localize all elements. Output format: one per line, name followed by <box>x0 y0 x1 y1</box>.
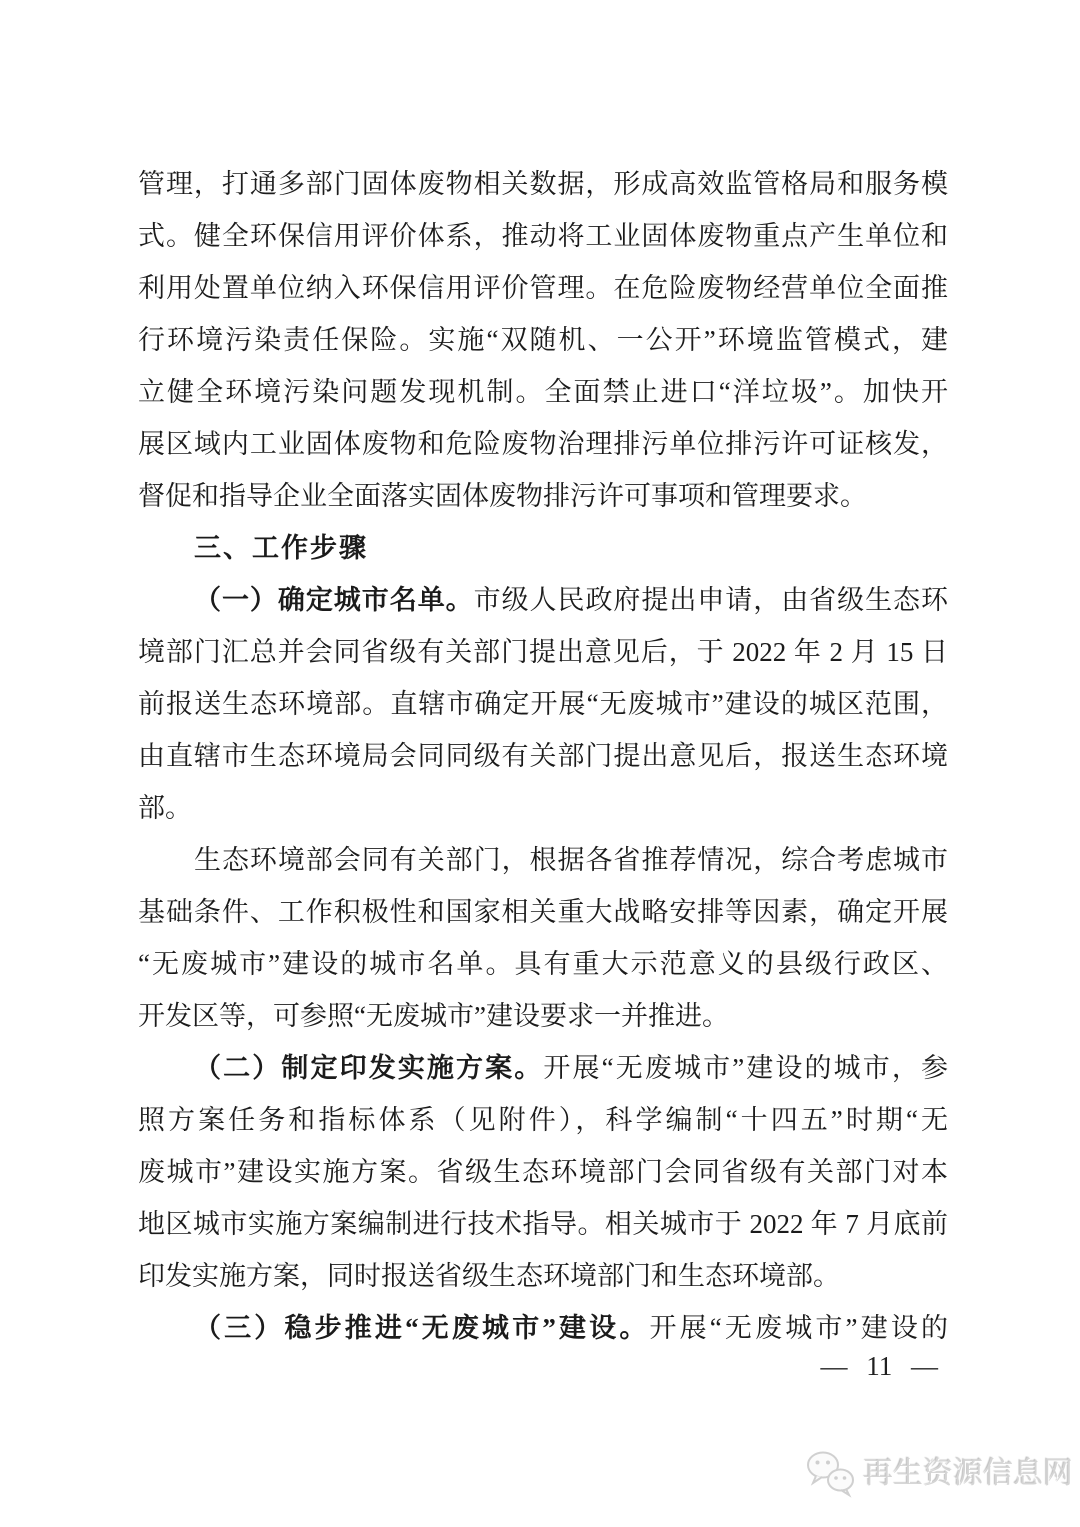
page-number: — 11 — <box>820 1351 938 1381</box>
text-line <box>138 574 948 626</box>
text-segment-bold: （三）稳步推进“无废城市”建设。 <box>194 1313 650 1343</box>
text-line <box>138 938 948 990</box>
text-segment: “无废城市”建设的城市名单。具有重大示范意义的县级行政区、 <box>138 949 948 979</box>
text-segment: 行环境污染责任保险。实施“双随机、一公开”环境监管模式，建 <box>138 325 948 355</box>
text-segment: 部。 <box>138 793 192 823</box>
text-line <box>138 1250 948 1302</box>
text-segment: 督促和指导企业全面落实固体废物排污许可事项和管理要求。 <box>138 481 867 511</box>
text-segment: 市级人民政府提出申请，由省级生态环 <box>473 585 949 615</box>
text-segment-bold: 三、工作步骤 <box>194 533 368 563</box>
text-segment-bold: （一）确定城市名单。 <box>194 585 474 615</box>
text-line <box>138 158 948 210</box>
text-segment: 利用处置单位纳入环保信用评价管理。在危险废物经营单位全面推 <box>138 273 948 303</box>
text-segment: 开展“无废城市”建设的城市，参 <box>543 1053 949 1083</box>
text-line <box>138 470 948 522</box>
text-line <box>138 1146 948 1198</box>
text-segment: 照方案任务和指标体系（见附件），科学编制“十四五”时期“无 <box>138 1105 948 1135</box>
text-segment: 展区域内工业固体废物和危险废物治理排污单位排污许可证核发， <box>138 429 948 459</box>
text-segment: 开展“无废城市”建设的 <box>649 1313 949 1343</box>
text-segment: 印发实施方案，同时报送省级生态环境部门和生态环境部。 <box>138 1261 840 1291</box>
text-line <box>138 678 948 730</box>
text-segment: 式。健全环保信用评价体系，推动将工业固体废物重点产生单位和 <box>138 221 948 251</box>
text-segment: 立健全环境污染问题发现机制。全面禁止进口“洋垃圾”。加快开 <box>138 377 948 407</box>
text-line <box>138 1094 948 1146</box>
text-segment: 开发区等，可参照“无废城市”建设要求一并推进。 <box>138 1001 729 1031</box>
text-line <box>138 886 948 938</box>
text-segment-bold: （二）制定印发实施方案。 <box>194 1053 544 1083</box>
text-segment: 生态环境部会同有关部门，根据各省推荐情况，综合考虑城市 <box>194 845 948 875</box>
text-line <box>138 990 948 1042</box>
text-line <box>138 366 948 418</box>
wechat-bubbles-icon <box>806 1450 856 1498</box>
text-segment: 管理，打通多部门固体废物相关数据，形成高效监管格局和服务模 <box>138 169 948 199</box>
text-line <box>138 210 948 262</box>
text-segment: 境部门汇总并会同省级有关部门提出意见后，于 2022 年 2 月 15 日 <box>138 637 948 667</box>
text-line <box>138 1042 948 1094</box>
text-segment: 基础条件、工作积极性和国家相关重大战略安排等因素，确定开展 <box>138 897 948 927</box>
watermark-site-name: 再生资源信息网 <box>863 1457 1073 1490</box>
text-line <box>138 834 948 886</box>
text-line <box>138 782 948 834</box>
text-segment: 前报送生态环境部。直辖市确定开展“无废城市”建设的城区范围， <box>138 689 948 719</box>
text-line <box>138 626 948 678</box>
text-line <box>138 730 948 782</box>
text-line <box>138 418 948 470</box>
text-segment: 废城市”建设实施方案。省级生态环境部门会同省级有关部门对本 <box>138 1157 948 1187</box>
section-heading <box>138 522 948 574</box>
text-segment: 由直辖市生态环境局会同同级有关部门提出意见后，报送生态环境 <box>138 741 948 771</box>
text-segment: 地区城市实施方案编制进行技术指导。相关城市于 2022 年 7 月底前 <box>138 1209 948 1239</box>
text-line <box>138 262 948 314</box>
text-line <box>138 1302 948 1354</box>
watermark <box>806 1448 1073 1500</box>
text-line <box>138 1198 948 1250</box>
document-body <box>138 158 948 1354</box>
text-line <box>138 314 948 366</box>
